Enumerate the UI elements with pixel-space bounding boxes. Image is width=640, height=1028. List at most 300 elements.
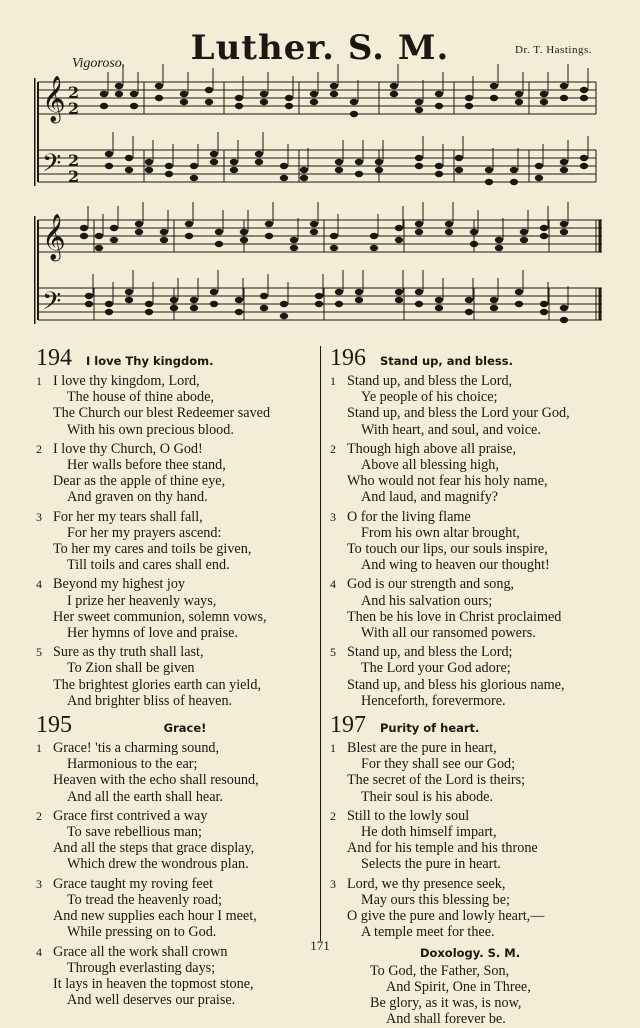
doxology-line: To God, the Father, Son, [370,962,510,979]
verse-line [36,876,314,892]
verse [36,808,314,873]
note-head [310,221,318,227]
verse [36,644,314,709]
verse-line-text: Beyond my highest joy [53,576,186,593]
verse [330,509,610,574]
note-head [560,83,568,89]
note-head [580,95,588,101]
verse-line: To touch our lips, our souls inspire, [347,541,548,558]
note-head [235,309,243,315]
verse [330,373,610,438]
note-head [435,103,443,109]
note-head [485,179,493,185]
verse-line: Till toils and cares shall end. [67,557,230,574]
verse-line: And well deserves our praise. [67,992,236,1009]
verse-line: To her my cares and toils be given, [53,541,252,558]
note-head [135,229,143,235]
note-head [125,167,133,173]
verse-line: The secret of the Lord is theirs; [347,772,526,789]
note-head [395,289,403,295]
note-head [370,245,378,251]
verse-line: To Zion shall be given [67,660,195,677]
note-head [580,155,588,161]
note-head [300,175,308,181]
note-head [355,159,363,165]
note-head [580,87,588,93]
music-score [34,60,606,338]
verse-line [36,509,314,525]
verse-line: And new supplies each hour I meet, [53,908,257,925]
verse-line-text: Blest are the pure in heart, [347,740,497,757]
verse-line-text: Grace first contrived a way [53,807,208,824]
verse-line: With heart, and soul, and voice. [361,421,541,438]
note-head [155,83,163,89]
note-head [155,95,163,101]
note-head [395,225,403,231]
note-head [455,155,463,161]
verse-line: Through everlasting days; [67,959,216,976]
verse-line [330,808,610,824]
verse-line: Selects the pure in heart. [361,856,501,873]
hymn-194 [36,346,314,709]
note-head [510,179,518,185]
verse-line-text: I love thy kingdom, Lord, [53,373,200,389]
verse-line: Dear as the apple of thine eye, [53,473,226,490]
note-head [455,167,463,173]
verse-line: He doth himself impart, [361,824,497,841]
verse-line: And his salvation ours; [361,592,493,609]
note-head [80,233,88,239]
note-head [230,159,238,165]
verse-line [330,740,610,756]
note-head [165,171,173,177]
note-head [415,289,423,295]
verse-line: Which drew the wondrous plan. [67,856,249,873]
verse-line [330,509,610,525]
verse-line: And brighter bliss of heaven. [67,692,233,709]
note-head [145,301,153,307]
verse-line [36,373,314,389]
hymn-heading: I love Thy kingdom. [86,354,214,368]
note-head [190,305,198,311]
verse-line-text: Grace taught my roving feet [53,875,213,892]
verse-line: O give the pure and lowly heart,— [347,908,545,925]
note-head [350,111,358,117]
note-head [235,95,243,101]
note-head [240,229,248,235]
note-head [560,305,568,311]
note-head [330,83,338,89]
verse-line: Her walls before thee stand, [67,457,226,474]
hymn-196 [330,346,610,709]
note-head [435,163,443,169]
verse-line: Harmonious to the ear; [67,756,198,773]
note-head [100,91,108,97]
verse-number: 2 [330,808,336,823]
note-head [85,301,93,307]
note-head [180,99,188,105]
note-head [390,91,398,97]
verse-line-text: Grace! 'tis a charming sound, [53,740,220,757]
note-head [285,95,293,101]
verse-line: I prize her heavenly ways, [67,592,217,609]
hymn-number: 195 [36,712,72,739]
note-head [135,221,143,227]
verse-line-text: I love thy Church, O God! [53,440,203,457]
note-head [540,99,548,105]
verse-line: And graven on thy hand. [67,489,208,506]
verse-line [330,876,610,892]
note-head [490,95,498,101]
verse-line: May ours this blessing be; [361,891,510,908]
verse-line-text: Though high above all praise, [347,440,517,457]
composer-credit: Dr. T. Hastings. [515,44,592,56]
note-head [115,83,123,89]
note-head [290,237,298,243]
tempo-marking: Vigoroso. [72,56,126,71]
verse-line: Then be his love in Christ proclaimed [347,608,562,625]
note-head [330,233,338,239]
verse-line [330,441,610,457]
verse [330,876,610,941]
note-head [560,229,568,235]
note-head [540,301,548,307]
note-head [465,297,473,303]
verse-number: 4 [330,577,336,592]
treble-clef: 𝄞 [42,214,66,260]
verse-line: Who would not fear his holy name, [347,473,548,490]
verse-number: 3 [330,876,336,891]
verse-line [36,808,314,824]
note-head [240,237,248,243]
note-head [100,103,108,109]
verse-line-text: Still to the lowly soul [347,807,470,824]
verse-number: 4 [36,577,42,592]
verse [36,373,314,438]
verse-line: Ye people of his choice; [361,389,498,406]
note-head [490,305,498,311]
note-head [255,159,263,165]
verse-line: Her hymns of love and praise. [67,625,238,642]
note-head [350,99,358,105]
note-head [490,83,498,89]
note-head [560,159,568,165]
verse-number: 5 [330,645,336,660]
note-head [260,91,268,97]
note-head [355,297,363,303]
note-head [335,289,343,295]
verse [36,876,314,941]
note-head [540,91,548,97]
note-head [125,297,133,303]
treble-clef: 𝄞 [42,76,66,122]
verse-line [330,576,610,592]
note-head [310,229,318,235]
note-head [335,159,343,165]
note-head [415,221,423,227]
note-head [105,301,113,307]
note-head [330,91,338,97]
verse-line-text: God is our strength and song, [347,576,515,593]
left-column [36,342,314,1011]
verse-line: For her my prayers ascend: [67,524,222,541]
note-head [205,99,213,105]
bass-clef: 𝄢 [42,287,62,322]
note-head [215,229,223,235]
verse-line: A temple meet for thee. [361,924,495,941]
note-head [560,221,568,227]
right-column [330,342,610,1028]
verse [36,441,314,506]
time-signature: 2 [68,83,80,102]
verse-line: For they shall see our God; [361,756,516,773]
note-head [370,233,378,239]
note-head [185,221,193,227]
note-head [580,163,588,169]
verse-line: Heaven with the echo shall resound, [53,772,259,789]
note-head [535,163,543,169]
verse-line: With all our ransomed powers. [361,625,536,642]
note-head [145,159,153,165]
verse-line: And for his temple and his throne [347,840,538,857]
verse-line: Stand up, and bless his glorious name, [347,676,565,693]
note-head [465,95,473,101]
note-head [105,309,113,315]
note-head [255,151,263,157]
note-head [445,221,453,227]
verse-line [330,373,610,389]
note-head [465,309,473,315]
verse-number: 3 [330,509,336,524]
verse-line-text: Stand up, and bless the Lord, [347,373,513,389]
note-head [560,167,568,173]
verse-line: The Church our blest Redeemer saved [53,405,271,422]
note-head [330,245,338,251]
note-head [310,91,318,97]
note-head [165,163,173,169]
verse-number: 1 [330,374,336,388]
note-head [375,159,383,165]
verse-line: And laud, and magnify? [361,489,499,506]
note-head [415,99,423,105]
note-head [265,221,273,227]
note-head [80,225,88,231]
note-head [470,241,478,247]
doxology-line: And shall forever be. [386,1011,506,1028]
hymn-heading: Grace! [163,721,207,736]
time-signature: 2 [68,99,80,118]
note-head [435,297,443,303]
verse-line: Henceforth, forevermore. [361,692,506,709]
verse-line [330,644,610,660]
note-head [280,163,288,169]
verse-line: Their soul is his abode. [361,788,494,805]
hymn-number: 197 [330,712,366,739]
note-head [515,91,523,97]
note-head [415,155,423,161]
verse-line-text: Sure as thy truth shall last, [53,644,204,661]
hymn-title: Luther. S. M. [190,28,450,68]
note-head [415,107,423,113]
hymn-197 [330,713,610,940]
hymn-heading: Stand up, and bless. [380,354,513,368]
verse-line: The house of thine abode, [67,389,214,406]
verse-number: 1 [330,741,336,756]
verse-number: 5 [36,645,42,660]
note-head [335,301,343,307]
note-head [465,103,473,109]
note-head [520,229,528,235]
verse-line-text: Stand up, and bless the Lord; [347,644,513,661]
note-head [280,301,288,307]
note-head [315,293,323,299]
note-head [95,245,103,251]
verse-line: And wing to heaven our thought! [361,557,550,574]
note-head [115,91,123,97]
note-head [260,305,268,311]
note-head [130,103,138,109]
note-head [470,229,478,235]
doxology [330,945,610,1028]
note-head [110,237,118,243]
verse-line: While pressing on to God. [67,924,217,941]
note-head [355,171,363,177]
verse [36,509,314,574]
note-head [540,309,548,315]
hymn-195 [36,713,314,1008]
note-head [290,245,298,251]
note-head [210,301,218,307]
verse-line [36,644,314,660]
verse [36,576,314,641]
verse [36,740,314,805]
note-head [125,289,133,295]
doxology-line: And Spirit, One in Three, [386,978,531,995]
note-head [260,293,268,299]
note-head [510,167,518,173]
note-head [335,167,343,173]
note-head [355,289,363,295]
note-head [110,225,118,231]
verse-line: And all the earth shall hear. [67,788,224,805]
note-head [495,245,503,251]
verse [330,740,610,805]
note-head [235,103,243,109]
note-head [415,163,423,169]
verse-line: To tread the heavenly road; [67,891,223,908]
verse-number: 3 [36,876,42,891]
note-head [170,305,178,311]
note-head [445,229,453,235]
note-head [180,91,188,97]
note-head [520,237,528,243]
note-head [170,297,178,303]
note-head [205,87,213,93]
bass-clef: 𝄢 [42,149,62,184]
verse [330,441,610,506]
note-head [185,233,193,239]
note-head [145,309,153,315]
note-head [160,229,168,235]
time-signature: 2 [68,167,80,186]
note-head [535,175,543,181]
note-head [95,233,103,239]
note-head [230,167,238,173]
note-head [435,171,443,177]
verse [330,576,610,641]
verse-line-text: Grace all the work shall crown [53,943,228,960]
doxology-line: Be glory, as it was, is now, [370,995,522,1012]
note-head [515,289,523,295]
note-head [105,151,113,157]
note-head [210,289,218,295]
verse-line: With his own precious blood. [67,421,234,438]
hymn-heading: Purity of heart. [380,721,480,736]
note-head [515,301,523,307]
page-number: 171 [310,938,330,953]
verse-line [36,441,314,457]
time-signature: 2 [68,151,80,170]
verse-line-text: For her my tears shall fall, [53,508,203,525]
note-head [235,297,243,303]
note-head [210,159,218,165]
note-head [310,99,318,105]
note-head [125,155,133,161]
note-head [435,91,443,97]
note-head [435,305,443,311]
note-head [490,297,498,303]
verse-number: 2 [36,441,42,456]
doxology-title: Doxology. S. M. [419,945,521,960]
verse-line [36,740,314,756]
hymn-number: 194 [36,345,72,371]
verse-number: 2 [330,441,336,456]
verse-line: Her sweet communion, solemn vows, [53,608,267,625]
verse [330,644,610,709]
note-head [260,99,268,105]
note-head [300,167,308,173]
verse-number: 1 [36,374,42,388]
note-head [160,237,168,243]
note-head [560,95,568,101]
note-head [130,91,138,97]
verse-line: From his own altar brought, [361,524,520,541]
note-head [415,229,423,235]
verse-line: And all the steps that grace display, [53,840,255,857]
note-head [395,297,403,303]
verse-line: The Lord your God adore; [361,660,511,677]
note-head [215,241,223,247]
note-head [190,297,198,303]
note-head [210,151,218,157]
note-head [485,167,493,173]
verse-line: To save rebellious man; [67,824,202,841]
note-head [190,175,198,181]
verse-number: 4 [36,944,42,959]
note-head [540,225,548,231]
verse-line [36,576,314,592]
verse-line: Stand up, and bless the Lord your God, [347,405,570,422]
note-head [560,317,568,323]
note-head [285,103,293,109]
note-head [515,99,523,105]
verse-line: Above all blessing high, [361,457,499,474]
note-head [390,83,398,89]
verse-line: The brightest glories earth can yield, [53,676,262,693]
note-head [495,237,503,243]
note-head [105,163,113,169]
note-head [85,293,93,299]
